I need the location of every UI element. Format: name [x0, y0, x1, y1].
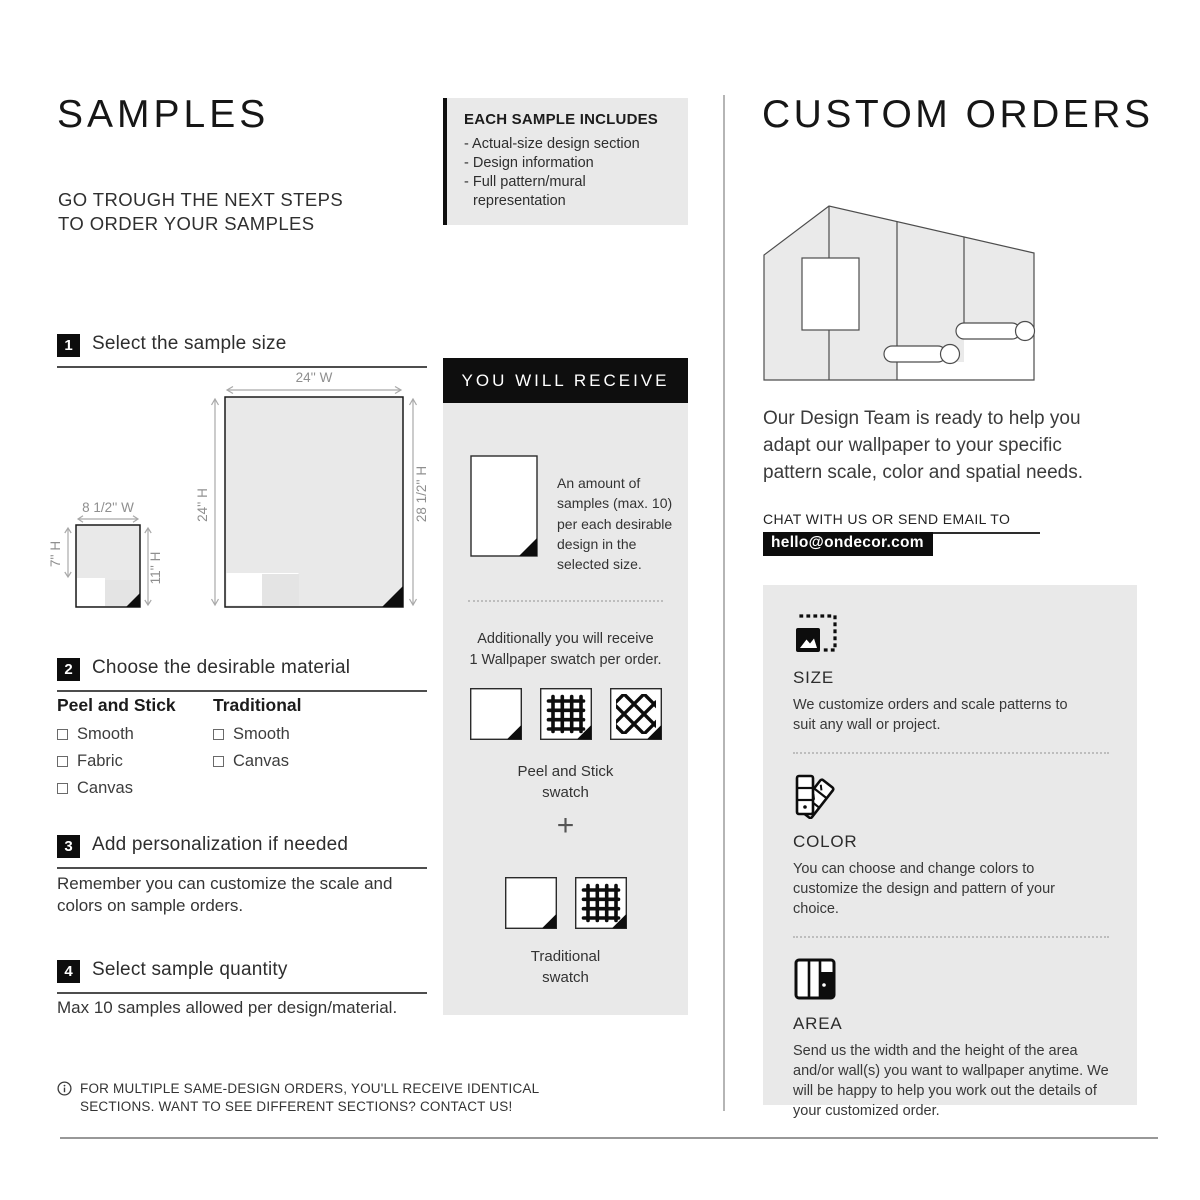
- swatch-grid-icon: [540, 688, 592, 740]
- feature-title: AREA: [793, 1014, 843, 1033]
- material-title-peel: Peel and Stick: [57, 695, 176, 715]
- footnote-line-1: FOR MULTIPLE SAME-DESIGN ORDERS, YOU'LL RECEIVE IDENTICAL: [80, 1081, 540, 1096]
- samples-title: SAMPLES: [57, 93, 270, 136]
- includes-box: [443, 98, 688, 225]
- dotted-divider: [793, 752, 1109, 754]
- feature-text: We customize orders and scale patterns to suit any wall or project.: [793, 697, 1068, 733]
- step-4-number: 4: [57, 960, 80, 983]
- peel-swatch-label: [443, 761, 688, 803]
- includes-item: - Design information: [464, 154, 594, 171]
- feature-text: Send us the width and the height of the area and/or wall(s) you want to wallpaper anytime. We will be happy to help you work out the details of your customized order.: [793, 1043, 1109, 1119]
- step-3-label: Add personalization if needed: [92, 834, 349, 855]
- step-4-label: Select sample quantity: [92, 959, 288, 980]
- receive-samples-text: An amount of samples (max. 10) per each desirable design in the selected size.: [557, 475, 673, 573]
- checkbox-label: Smooth: [77, 725, 134, 743]
- checkbox-peel-canvas[interactable]: [57, 783, 68, 794]
- step-1-label: Select the sample size: [92, 333, 287, 354]
- intro-text: [58, 188, 343, 235]
- material-group-peel-and-stick: [57, 695, 176, 806]
- step-4-header: [57, 960, 427, 994]
- traditional-swatch-label-line-2: swatch: [542, 969, 589, 986]
- wall-illustration: [763, 196, 1039, 382]
- custom-orders-title: CUSTOM ORDERS: [762, 93, 1154, 136]
- personalization-note: Remember you can customize the scale and colors on sample orders.: [57, 874, 393, 916]
- step-3-number: 3: [57, 835, 80, 858]
- feature-title: SIZE: [793, 668, 834, 687]
- receive-additional-line-1: Additionally you will receive: [477, 631, 654, 647]
- peel-swatch-label-line-1: Peel and Stick: [517, 763, 614, 780]
- sample-size-diagram: [48, 370, 442, 617]
- checkbox-peel-fabric[interactable]: [57, 756, 68, 767]
- small-height-right-label: 11'' H: [148, 551, 163, 585]
- checkbox-label: Smooth: [233, 725, 290, 743]
- step-1-header: [57, 334, 427, 368]
- swatch-grid-icon: [575, 877, 627, 929]
- feature-title: COLOR: [793, 832, 858, 851]
- peel-swatch-row: [443, 688, 688, 740]
- checkbox-label: Canvas: [77, 779, 133, 797]
- checkbox-traditional-canvas[interactable]: [213, 756, 224, 767]
- chat-label: CHAT WITH US OR SEND EMAIL TO: [763, 511, 1040, 534]
- quantity-note: Max 10 samples allowed per design/material.: [57, 998, 398, 1017]
- plus-sign: +: [556, 809, 575, 842]
- feature-color: [793, 773, 1109, 938]
- info-icon: [57, 1081, 72, 1096]
- design-team-paragraph: Our Design Team is ready to help you adapt our wallpaper to your specific pattern scale, color and spatial needs.: [763, 408, 1084, 483]
- receive-additional-text: [443, 629, 688, 671]
- color-swatches-icon: [793, 773, 839, 819]
- small-width-label: 8 1/2'' W: [82, 500, 134, 515]
- checkbox-traditional-smooth[interactable]: [213, 729, 224, 740]
- large-height-right-label: 28 1/2'' H: [414, 465, 429, 523]
- step-2-header: [57, 658, 427, 692]
- receive-additional-line-2: 1 Wallpaper swatch per order.: [469, 652, 662, 669]
- small-height-left-label: 7'' H: [48, 540, 63, 568]
- material-title-traditional: Traditional: [213, 695, 302, 715]
- checkbox-label: Canvas: [233, 752, 289, 770]
- intro-line-2: TO ORDER YOUR SAMPLES: [58, 212, 315, 234]
- dotted-divider: [793, 936, 1109, 938]
- swatch-blank-icon: [470, 688, 522, 740]
- receive-header: YOU WILL RECEIVE: [443, 358, 688, 403]
- large-sample-section-gray: [262, 574, 299, 606]
- includes-item: - Full pattern/mural representation: [464, 173, 586, 209]
- footnote: [57, 1080, 557, 1116]
- feature-size: [793, 611, 1109, 754]
- step-2-number: 2: [57, 658, 80, 681]
- large-height-left-label: 24'' H: [195, 488, 210, 522]
- custom-features-box: [763, 585, 1137, 1119]
- wall-panels-icon: [793, 957, 837, 1001]
- swatch-lattice-icon: [610, 688, 662, 740]
- feature-area: [793, 957, 1109, 1121]
- sample-sheet-icon: [470, 455, 538, 557]
- includes-title: EACH SAMPLE INCLUDES: [464, 111, 659, 128]
- step-1-number: 1: [57, 334, 80, 357]
- step-3-header: [57, 835, 427, 869]
- checkbox-peel-smooth[interactable]: [57, 729, 68, 740]
- material-group-traditional: [213, 695, 301, 779]
- footnote-line-2: SECTIONS. WANT TO SEE DIFFERENT SECTIONS? CONTACT US!: [80, 1099, 513, 1115]
- includes-item: - Actual-size design section: [464, 136, 640, 152]
- traditional-swatch-label: [443, 946, 688, 988]
- traditional-swatch-label-line-1: Traditional: [530, 948, 601, 965]
- large-width-label: 24'' W: [295, 370, 333, 385]
- size-crop-icon: [793, 611, 839, 655]
- traditional-swatch-row: [443, 877, 688, 929]
- peel-swatch-label-line-2: swatch: [542, 784, 589, 801]
- dotted-divider: [468, 600, 663, 602]
- checkbox-label: Fabric: [77, 752, 123, 770]
- receive-panel: [443, 403, 688, 1015]
- feature-text: You can choose and change colors to customize the design and pattern of your choice.: [793, 861, 1055, 917]
- swatch-blank-icon: [505, 877, 557, 929]
- step-2-label: Choose the desirable material: [92, 657, 351, 678]
- email-badge[interactable]: hello@ondecor.com: [763, 532, 933, 556]
- intro-line-1: GO TROUGH THE NEXT STEPS: [58, 189, 344, 210]
- bottom-rule: [60, 1137, 1158, 1139]
- column-divider: [723, 95, 725, 1111]
- small-sample-section-white: [77, 578, 105, 606]
